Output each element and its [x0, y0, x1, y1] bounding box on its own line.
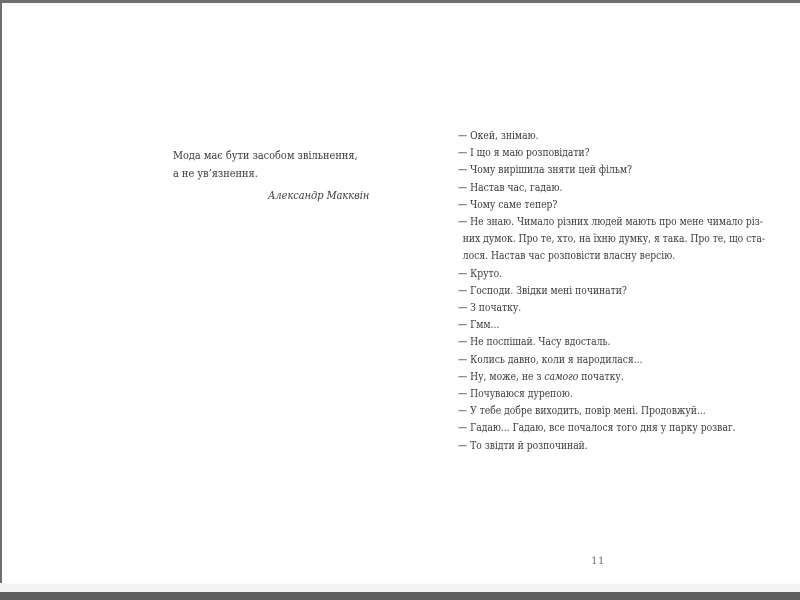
epigraph-line-1: Мода має бути засобом звільнення,	[173, 148, 358, 162]
book-edge-left	[0, 0, 2, 600]
dialogue-line: — Колись давно, коли я народилася...	[458, 351, 643, 366]
dialogue-line: — Круто.	[458, 265, 503, 280]
dialogue-line: — Настав час, гадаю.	[458, 179, 563, 194]
dialogue-line: — І що я маю розповідати?	[458, 145, 590, 160]
dialogue-text-block	[458, 127, 765, 454]
dialogue-line: — Господи. Звідки мені починати?	[458, 282, 627, 297]
dialogue-line: — Гмм...	[458, 317, 500, 332]
page-number: 11	[591, 556, 605, 567]
book-edge-bottom	[0, 592, 800, 600]
epigraph-line-2: а не ув’язнення.	[173, 166, 258, 180]
dialogue-line: — З початку.	[458, 300, 522, 315]
dialogue-line: — Чому саме тепер?	[458, 196, 558, 211]
dialogue-line: — То звідти й розпочинай.	[458, 437, 588, 452]
page-edge-highlight-top	[0, 3, 800, 6]
dialogue-line: — Почуваюся дурепою.	[458, 386, 573, 401]
epigraph-attribution: Александр Макквін	[268, 188, 370, 202]
dialogue-line: — Чому вирішила зняти цей фільм?	[458, 162, 632, 177]
dialogue-line: них думок. Про те, хто, на їхню думку, я така. Про те, що ста-	[462, 231, 765, 246]
dialogue-line: — Ну, може, не з самого початку.	[458, 368, 624, 383]
epigraph	[173, 146, 381, 204]
dialogue-line: — Не знаю. Чимало різних людей мають про мене чимало різ-	[458, 214, 763, 229]
dialogue-line: — Окей, знімаю.	[458, 128, 539, 142]
dialogue-line: лося. Настав час розповісти власну версію.	[462, 248, 676, 263]
dialogue-line: — Не поспішай. Часу вдосталь.	[458, 334, 611, 349]
dialogue-line: — У тебе добре виходить, повір мені. Продовжуй...	[458, 403, 706, 418]
dialogue-line: — Гадаю... Гадаю, все почалося того дня у парку розваг.	[458, 420, 736, 435]
